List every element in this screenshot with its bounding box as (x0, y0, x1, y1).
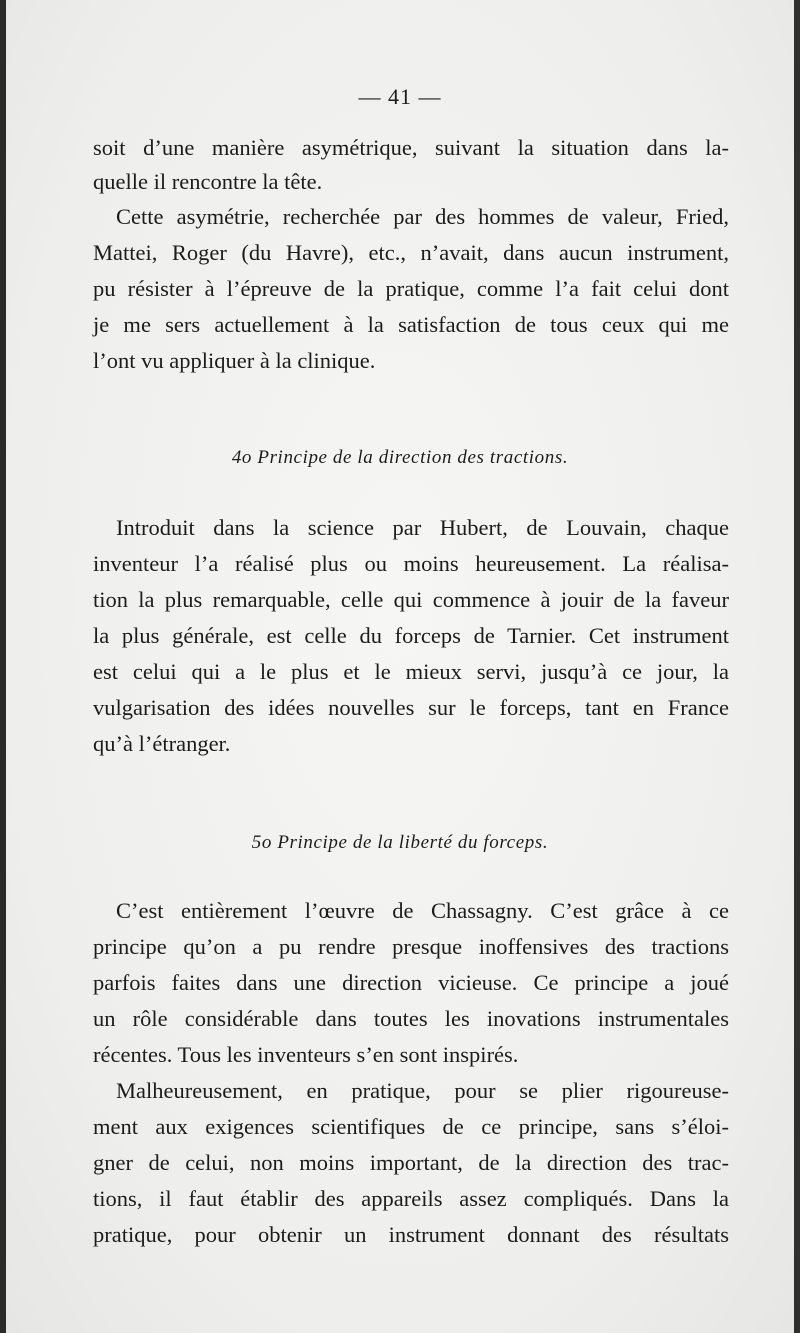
text-line: Mattei, Roger (du Havre), etc., n’avait, dans aucun instrument, (93, 240, 729, 265)
section-heading-5: 5o Principe de la liberté du forceps. (251, 832, 549, 853)
text-line: pratique, pour obtenir un instrument donnant des résultats (93, 1222, 729, 1247)
page-number: — 41 — (358, 84, 442, 109)
text-line: inventeur l’a réalisé plus ou moins heureusement. La réalisa- (93, 551, 729, 576)
text-line: ment aux exigences scientifiques de ce principe, sans s’éloi- (93, 1114, 729, 1139)
text-line: l’ont vu appliquer à la clinique. (93, 348, 376, 373)
text-line: un rôle considérable dans toutes les inovations instrumentales (93, 1006, 729, 1031)
text-line: la plus générale, est celle du forceps de Tarnier. Cet instrument (93, 623, 729, 648)
text-line: Cette asymétrie, recherchée par des hommes de valeur, Fried, (116, 204, 729, 229)
text-line: parfois faites dans une direction vicieuse. Ce principe a joué (93, 970, 729, 995)
section-heading-4: 4o Principe de la direction des tractions. (231, 447, 569, 468)
text-line: récentes. Tous les inventeurs s’en sont inspirés. (93, 1042, 519, 1067)
text-line: quelle il rencontre la tête. (93, 169, 323, 194)
text-line: tion la plus remarquable, celle qui commence à jouir de la faveur (93, 587, 729, 612)
text-line: Introduit dans la science par Hubert, de Louvain, chaque (116, 515, 729, 540)
page-right-edge (794, 0, 800, 1333)
text-line: tions, il faut établir des appareils assez compliqués. Dans la (93, 1186, 729, 1211)
text-line: pu résister à l’épreuve de la pratique, comme l’a fait celui dont (93, 276, 729, 301)
text-line: vulgarisation des idées nouvelles sur le forceps, tant en France (93, 695, 729, 720)
text-line: est celui qui a le plus et le mieux servi, jusqu’à ce jour, la (93, 659, 729, 684)
text-line: Malheureusement, en pratique, pour se plier rigoureuse- (116, 1078, 729, 1103)
text-line: C’est entièrement l’œuvre de Chassagny. C’est grâce à ce (116, 898, 729, 923)
text-line: soit d’une manière asymétrique, suivant la situation dans la- (93, 135, 729, 160)
text-line: principe qu’on a pu rendre presque inoffensives des tractions (93, 934, 729, 959)
text-line: je me sers actuellement à la satisfaction de tous ceux qui me (93, 312, 729, 337)
text-line: qu’à l’étranger. (93, 731, 231, 756)
book-page (6, 0, 794, 1333)
text-line: gner de celui, non moins important, de la direction des trac- (93, 1150, 729, 1175)
